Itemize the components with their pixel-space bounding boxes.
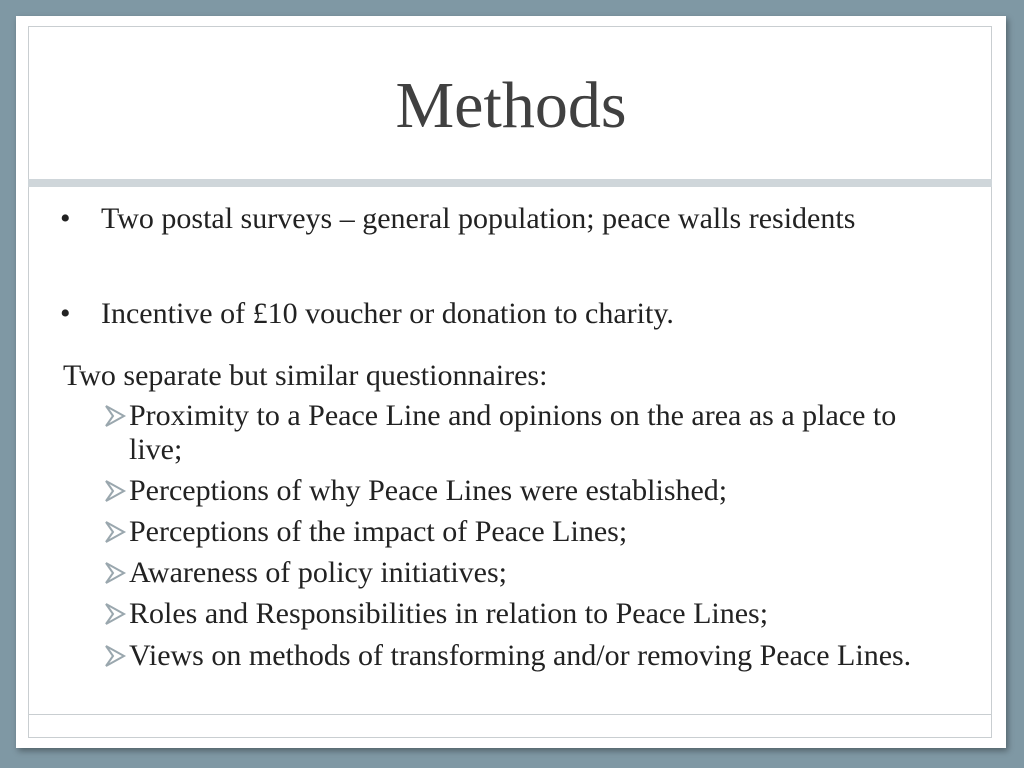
arrow-bullet-icon [103,477,127,505]
slide [16,16,1006,748]
sub-list-text: Views on methods of transforming and/or removing Peace Lines. [129,639,912,672]
sub-list-text: Perceptions of why Peace Lines were established; [129,474,728,507]
slide-title: Methods [395,69,627,142]
sub-list-item [103,597,953,631]
sub-list-text: Awareness of policy initiatives; [129,556,507,589]
bullet-item [60,297,960,331]
bullet-marker: • [60,202,71,235]
sub-list-text: Proximity to a Peace Line and opinions on the area as a place to live; [129,399,897,466]
sub-list-item [103,474,953,508]
arrow-bullet-icon [103,402,127,430]
sub-list-text: Roles and Responsibilities in relation to Peace Lines; [129,597,769,630]
footer-divider [28,714,992,715]
arrow-bullet-icon [103,600,127,628]
arrow-bullet-icon [103,518,127,546]
sub-list-item [103,515,953,549]
sub-list-item [103,556,953,590]
bullet-text: Incentive of £10 voucher or donation to charity. [101,297,674,330]
sub-list-item [103,399,953,467]
title-divider [28,179,992,187]
bullet-marker: • [60,297,71,330]
arrow-bullet-icon [103,559,127,587]
arrow-bullet-icon [103,642,127,670]
sub-list-item [103,639,953,673]
sub-list-text: Perceptions of the impact of Peace Lines; [129,515,628,548]
bullet-item [60,202,960,236]
bullet-text: Two postal surveys – general population; peace walls residents [101,202,856,235]
questionnaire-intro: Two separate but similar questionnaires: [63,359,548,392]
